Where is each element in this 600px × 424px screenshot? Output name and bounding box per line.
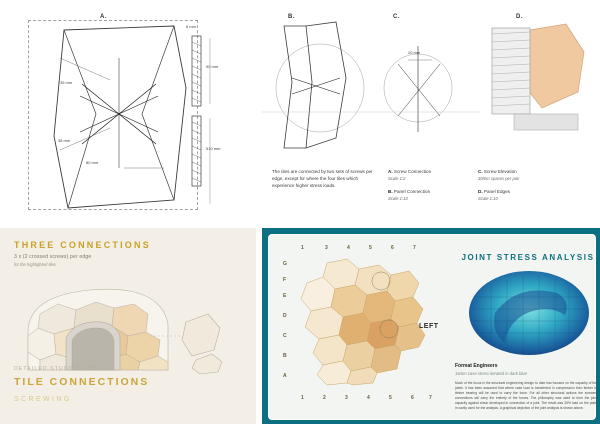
dimension-20mm: 20 mm (408, 50, 421, 55)
legend-scale-d: Scale 1:10 (478, 196, 498, 202)
frame-a-drawing (24, 18, 224, 218)
legend-label-d: Panel Edges (483, 189, 510, 195)
three-connections-title: THREE CONNECTIONS (14, 240, 151, 250)
screwing-tag: SCREWING (14, 396, 72, 403)
dimension-510mm: 510 mm (206, 146, 221, 151)
three-connections-subtitle: 3 x (2 crossed screws) per edge (14, 254, 92, 260)
grid-letter-g: G (283, 261, 287, 267)
format-engineers-note: 16mm case stress iterated in dark blue (455, 371, 527, 376)
frame-label-b: B. (288, 14, 295, 20)
grid-num-bottom-6: 6 (411, 395, 414, 401)
legend-label-c: Screw Elevation (483, 169, 517, 174)
legend-item-d (478, 188, 562, 203)
grid-num-bottom-1: 1 (301, 395, 304, 401)
grid-letter-d: D (283, 313, 287, 319)
frame-label-c: C. (393, 14, 400, 20)
legend-key-a: A. (388, 169, 393, 174)
tile-connections-eyebrow: DETAILED STUDY OF THE (14, 366, 102, 372)
grid-num-top-5: 5 (369, 245, 372, 251)
grid-num-top-7: 7 (413, 245, 416, 251)
legend-column-left (388, 168, 466, 208)
dimension-90mm: 90 mm (206, 64, 219, 69)
tile-map-diagram (297, 257, 437, 389)
frame-c-drawing (372, 20, 480, 160)
grid-num-top-1: 1 (301, 245, 304, 251)
grid-num-bottom-2: 2 (323, 395, 326, 401)
grid-num-bottom-4: 4 (367, 395, 370, 401)
legend-key-b: B. (388, 189, 393, 195)
legend-key-d: D. (478, 189, 483, 195)
legend-item-c (478, 168, 562, 183)
grid-num-top-3: 3 (325, 245, 328, 251)
dimension-6mm: 6 mm (186, 24, 196, 29)
grid-letter-c: C (283, 333, 287, 339)
tile-connections-title: TILE CONNECTIONS (14, 376, 150, 388)
grid-num-top-6: 6 (391, 245, 394, 251)
joint-stress-card (268, 234, 596, 420)
frame-b-drawing (262, 20, 372, 160)
legend-item-b (388, 188, 466, 203)
grid-num-bottom-5: 5 (389, 395, 392, 401)
legend-scale-b: Scale 1:10 (388, 196, 408, 202)
joint-stress-analysis-title: JOINT STRESS ANALYSIS (461, 253, 595, 262)
three-connections-panel (0, 228, 256, 424)
legend-label-a: Screw Connection (393, 169, 432, 174)
grid-num-bottom-3: 3 (345, 395, 348, 401)
legend-key-c: C. (478, 169, 483, 174)
frame-label-a: A. (100, 14, 107, 20)
frame-label-d: D. (516, 14, 523, 20)
dimension-80mm: 80 mm (86, 160, 99, 165)
legend-scale-c: 30mm spaces per pair (478, 176, 520, 182)
frame-d-drawing (480, 22, 590, 142)
legend-label-b: Panel Connection (393, 189, 431, 195)
grid-letter-e: E (283, 293, 287, 299)
connection-caption: The tiles are connected by two sets of screws per edge, except for where the four tiles which experience higher stress loads. (272, 169, 373, 189)
dimension-38mm: 38 mm (58, 138, 71, 143)
legend-column-right (478, 168, 562, 208)
left-orientation-label: LEFT (419, 323, 439, 330)
three-connections-subtitle-italic: for the highlighted tiles (14, 262, 56, 267)
joint-stress-body-text: Much of the focus in the structural engineering design to date has focused on the capacity of the joints. It has been assumed that where case load is transferred in compression then timber to timber bearing will be used to carry the force. For all other structural actions the screwed connections will carry the entirety of the forces. The philosophy was used to form the joint capacity against shear developed in connection of a joint. The result was 25% load on the plate in cavity used for the analysis. A graphical depiction of the joint analysis is shown above. (455, 381, 597, 410)
dimension-35mm: 35 mm (60, 80, 73, 85)
grid-letter-f: F (283, 277, 287, 283)
grid-letter-b: B (283, 353, 287, 359)
joint-stress-panel (262, 228, 600, 424)
grid-num-top-4: 4 (347, 245, 350, 251)
legend-item-a (388, 168, 466, 183)
stress-heatmap-image (461, 267, 597, 359)
format-engineers-credit: Format Engineers (455, 363, 498, 369)
legend-scale-a: Scale 1:2 (388, 176, 406, 182)
grid-letter-a: A (283, 373, 287, 379)
grid-num-bottom-7: 7 (429, 395, 432, 401)
